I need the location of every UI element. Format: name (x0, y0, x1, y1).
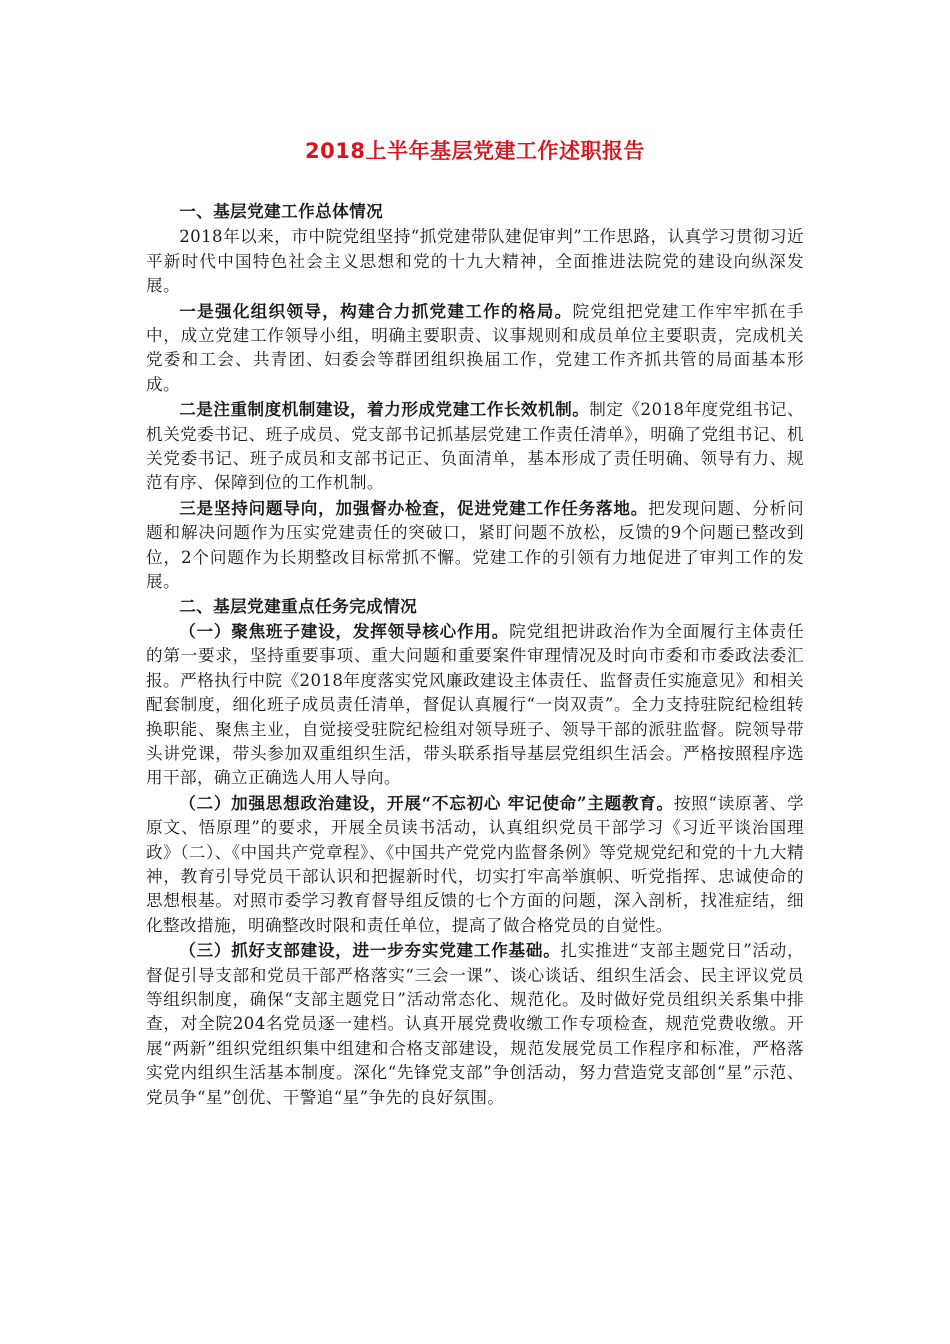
paragraph-lead: （一）聚焦班子建设，发挥领导核心作用。 (179, 620, 510, 641)
paragraph-body: 院党组把党建工作牢牢抓在手中，成立党建工作领导小组，明确主要职责、议事规则和成员单位主要职责，完成机关党委和工会、共青团、妇委会等群团组织换届工作，党建工作齐抓共管的局面基本形成。 (146, 301, 804, 394)
paragraph-problem-orientation (146, 496, 804, 595)
report-body (146, 200, 804, 1110)
paragraph-lead: 二是注重制度机制建设，着力形成党建工作长效机制。 (179, 399, 590, 420)
section-heading-key-tasks: 二、基层党建重点任务完成情况 (179, 596, 418, 616)
paragraph-body: 扎实推进“支部主题党日”活动，督促引导支部和党员干部严格落实“三会一课”、谈心谈话、组织生活会、民主评议党员等组织制度，确保“支部主题党日”活动常态化、规范化。及时做好党员组织关系集中排查，对全院204名党员逐一建档。认真开展党费收缴工作专项检查，规范党费收缴。开展“两新”组织党组织集中组建和合格支部建设，规范发展党员工作程序和标准，严格落实党内组织生活基本制度。深化“先锋党支部”争创活动，努力营造党支部创“星”示范、党员争“星”创优、干警追“星”争先的良好氛围。 (146, 941, 804, 1107)
section-heading-overview: 一、基层党建工作总体情况 (179, 202, 384, 221)
paragraph-institution (146, 397, 804, 496)
paragraph-body: 把发现问题、分析问题和解决问题作为压实党建责任的突破口，紧盯问题不放松，反馈的9个问题已整改到位，2个问题作为长期整改目标常抓不懈。党建工作的引领有力地促进了审判工作的发展。 (146, 498, 804, 592)
paragraph-body: 院党组把讲政治作为全面履行主体责任的第一要求，坚持重要事项、重大问题和重要案件审理情况及时向市委和市委政法委汇报。严格执行中院《2018年度落实党风廉政建设主体责任、监督责任实施意见》和相关配套制度，细化班子成员责任清单，督促认真履行“一岗双责”。全力支持驻院纪检组转换职能、聚焦主业，自觉接受驻院纪检组对领导班子、领导干部的派驻监督。院领导带头讲党课，带头参加双重组织生活，带头联系指导基层党组织生活会。严格按照程序选用干部，确立正确选人用人导向。 (146, 621, 804, 788)
paragraph-lead: 三是坚持问题导向，加强督办检查，促进党建工作任务落地。 (179, 497, 649, 518)
paragraph-lead: （三）抓好支部建设，进一步夯实党建工作基础。 (179, 940, 561, 961)
paragraph-branch-building (146, 938, 804, 1110)
paragraph-team-building (146, 619, 804, 791)
paragraph-leadership (146, 299, 804, 398)
paragraph-body: 制定《2018年度党组书记、机关党委书记、班子成员、党支部书记抓基层党建工作责任清单》，明确了党组书记、机关党委书记、班子成员和支部书记正、负面清单，基本形成了责任明确、领导有力、规范有序、保障到位的工作机制。 (146, 400, 804, 493)
paragraph-lead: 一是强化组织领导，构建合力抓党建工作的格局。 (179, 300, 573, 321)
paragraph-body: 2018年以来，市中院党组坚持“抓党建带队建促审判”工作思路，认真学习贯彻习近平新时代中国特色社会主义思想和党的十九大精神，全面推进法院党的建设向纵深发展。 (146, 227, 804, 296)
paragraph-ideology (146, 791, 804, 938)
page-title: 2018上半年基层党建工作述职报告 (305, 139, 645, 163)
paragraph-lead: （二）加强思想政治建设，开展“不忘初心 牢记使命”主题教育。 (179, 792, 674, 813)
paragraph-intro (146, 224, 804, 298)
paragraph-body: 按照“读原著、学原文、悟原理”的要求，开展全员读书活动，认真组织党员干部学习《习近平谈治国理政》（二）、《中国共产党章程》、《中国共产党党内监督条例》等党规党纪和党的十九大精神，教育引导党员干部认识和把握新时代，切实打牢高举旗帜、听党指挥、忠诚使命的思想根基。对照市委学习教育督导组反馈的七个方面的问题，深入剖析，找准症结，细化整改措施，明确整改时限和责任单位，提高了做合格党员的自觉性。 (146, 793, 804, 935)
